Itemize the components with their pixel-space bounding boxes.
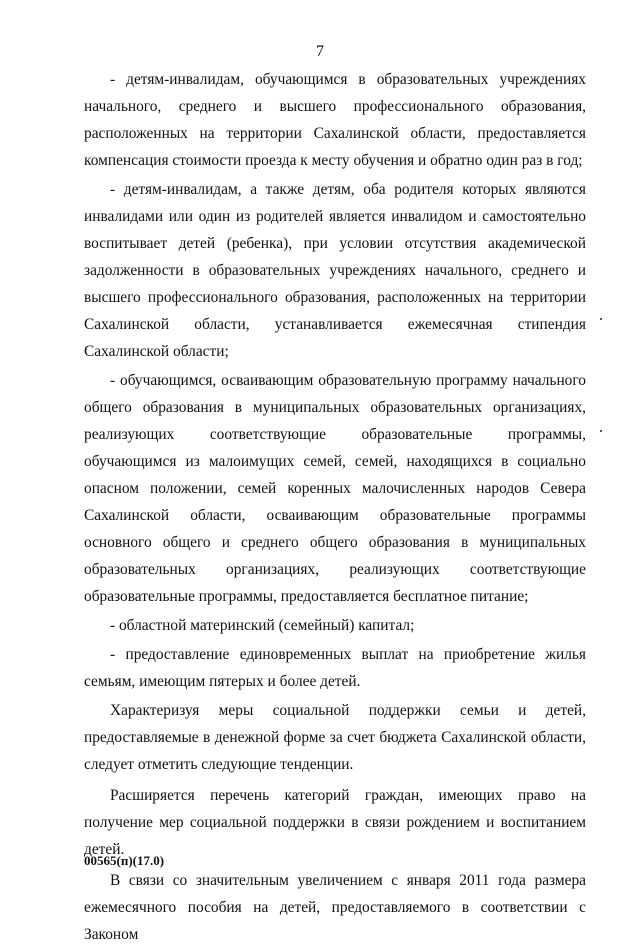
document-code: 00565(п)(17.0)	[84, 853, 165, 868]
paragraph-disabled-children-travel: - детям-инвалидам, обучающимся в образовательных учреждениях начального, среднего и высшего профессионального образования, расположенных на территории Сахалинской области, предоставляется компенсация стоимости проезда к месту обучения и обратно один раз в год;	[84, 71, 586, 169]
paragraph-free-meals: - обучающимся, осваивающим образовательную программу начального общего образования в муниципальных образовательных организациях, реализующих соответствующие образовательные программы, обучающимся из малоимущих семей, семей, находящихся в социально опасном положении, семей коренных малочисленных народов Севера Сахалинской области, осваивающим образовательные программы основного общего и среднего общего образования в муниципальных образовательных организациях, реализующих соответствующие образовательные программы, предоставляется бесплатное питание;	[84, 372, 586, 605]
page-number: 7	[316, 43, 324, 60]
paragraph-categories: Расширяется перечень категорий граждан, имеющих право на получение мер социальной поддержки в связи рождением и воспитанием детей.	[84, 787, 586, 858]
scan-speck	[600, 318, 602, 320]
document-body	[84, 66, 586, 950]
paragraph-housing-payments: - предоставление единовременных выплат на приобретение жилья семьям, имеющим пятерых и более детей.	[84, 646, 586, 690]
paragraph-maternity-capital: - областной материнский (семейный) капитал;	[110, 617, 415, 634]
paragraph-tendencies: Характеризуя меры социальной поддержки семьи и детей, предоставляемые в денежной форме за счет бюджета Сахалинской области, следует отметить следующие тенденции.	[84, 702, 586, 773]
paragraph-disabled-children-stipend: - детям-инвалидам, а также детям, оба родителя которых являются инвалидами или один из родителей является инвалидом и самостоятельно воспитывает детей (ребенка), при условии отсутствия академической задолженности в образовательных учреждениях начального, среднего и высшего профессионального образования, расположенных на территории Сахалинской области, устанавливается ежемесячная стипендия Сахалинской области;	[84, 181, 586, 360]
scan-speck	[600, 430, 602, 432]
paragraph-allowance-increase: В связи со значительным увеличением с января 2011 года размера ежемесячного пособия на детей, предоставляемого в соответствии с Законом	[84, 872, 586, 943]
